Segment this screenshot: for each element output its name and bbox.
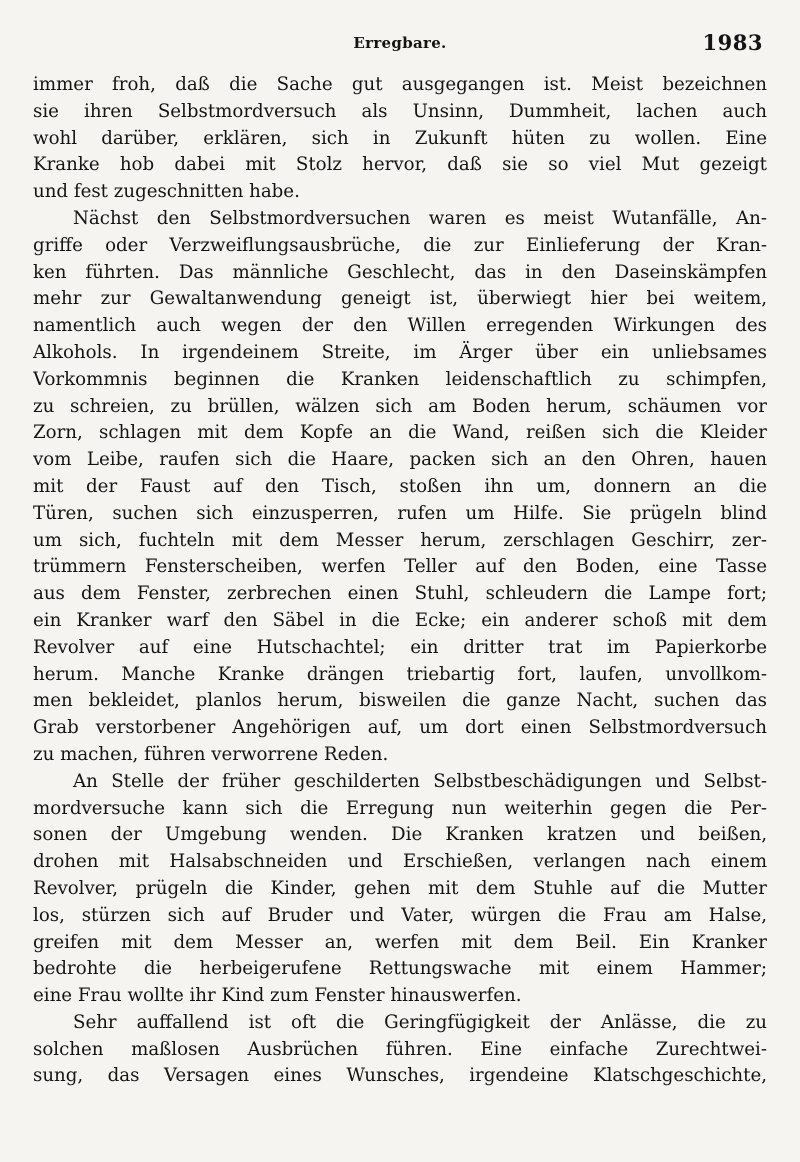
book-page <box>33 30 767 1090</box>
text-line: solchen maßlosen Ausbrüchen führen. Eine einfache Zurechtwei- <box>33 1038 767 1060</box>
text-line: los, stürzen sich auf Bruder und Vater, würgen die Frau am Halse, <box>33 904 767 926</box>
text-line: immer froh, daß die Sache gut ausgegangen ist. Meist bezeichnen <box>33 74 767 95</box>
text-line: namentlich auch wegen der den Willen erregenden Wirkungen des <box>33 315 767 337</box>
text-line: eine Frau wollte ihr Kind zum Fenster hinauswerfen. <box>33 985 522 1007</box>
text-line: vom Leibe, raufen sich die Haare, packen sich an den Ohren, hauen <box>33 449 767 471</box>
text-line: und fest zugeschnitten habe. <box>33 181 300 203</box>
text-line: herum. Manche Kranke drängen triebartig fort, laufen, unvollkom- <box>33 663 767 685</box>
text-line: Alkohols. In irgendeinem Streite, im Ärger über ein unliebsames <box>33 341 767 363</box>
paragraph <box>33 72 767 206</box>
text-line: zu schreien, zu brüllen, wälzen sich am Boden herum, schäumen vor <box>33 395 767 417</box>
text-line: zu machen, führen verworrene Reden. <box>33 743 389 765</box>
page-number: 1983 <box>702 30 763 55</box>
text-line: um sich, fuchteln mit dem Messer herum, zerschlagen Geschirr, zer- <box>33 529 767 551</box>
text-line: Zorn, schlagen mit dem Kopfe an die Wand, reißen sich die Kleider <box>33 422 767 444</box>
text-line: men bekleidet, planlos herum, bisweilen die ganze Nacht, suchen das <box>33 690 767 712</box>
text-line: Nächst den Selbstmordversuchen waren es meist Wutanfälle, An- <box>73 207 767 229</box>
text-line: trümmern Fensterscheiben, werfen Teller auf den Boden, eine Tasse <box>33 556 767 578</box>
text-line: Grab verstorbener Angehörigen auf, um dort einen Selbstmordversuch <box>33 717 767 739</box>
text-line: Kranke hob dabei mit Stolz hervor, daß sie so viel Mut gezeigt <box>33 154 767 176</box>
text-line: Vorkommnis beginnen die Kranken leidenschaftlich zu schimpfen, <box>33 368 767 390</box>
text-line: An Stelle der früher geschilderten Selbstbeschädigungen und Selbst- <box>73 770 767 792</box>
text-line: Revolver auf eine Hutschachtel; ein dritter trat im Papierkorbe <box>33 636 767 658</box>
text-line: sonen der Umgebung wenden. Die Kranken kratzen und beißen, <box>33 824 767 846</box>
text-line: sung, das Versagen eines Wunsches, irgendeine Klatschgeschichte, <box>33 1065 767 1087</box>
running-title: Erregbare. <box>353 34 447 52</box>
text-line: ken führten. Das männliche Geschlecht, das in den Daseinskämpfen <box>33 261 767 283</box>
paragraph <box>33 1010 767 1090</box>
text-line: ein Kranker warf den Säbel in die Ecke; ein anderer schoß mit dem <box>33 609 767 631</box>
text-line: griffe oder Verzweiflungsausbrüche, die zur Einlieferung der Kran- <box>33 234 767 256</box>
text-line: mehr zur Gewaltanwendung geneigt ist, überwiegt hier bei weitem, <box>33 288 767 310</box>
body-text <box>33 72 767 1090</box>
text-line: Türen, suchen sich einzusperren, rufen um Hilfe. Sie prügeln blind <box>33 502 767 524</box>
text-line: bedrohte die herbeigerufene Rettungswache mit einem Hammer; <box>33 958 767 980</box>
paragraph <box>33 769 767 1010</box>
text-line: drohen mit Halsabschneiden und Erschießen, verlangen nach einem <box>33 851 767 873</box>
text-line: Sehr auffallend ist oft die Geringfügigkeit der Anlässe, die zu <box>73 1011 767 1033</box>
text-line: greifen mit dem Messer an, werfen mit dem Beil. Ein Kranker <box>33 931 767 953</box>
text-line: mit der Faust auf den Tisch, stoßen ihn um, donnern an die <box>33 475 767 497</box>
page-header <box>33 30 767 62</box>
text-line: mordversuche kann sich die Erregung nun weiterhin gegen die Per- <box>33 797 767 819</box>
text-line: wohl darüber, erklären, sich in Zukunft hüten zu wollen. Eine <box>33 127 767 149</box>
text-line: aus dem Fenster, zerbrechen einen Stuhl, schleudern die Lampe fort; <box>33 583 767 605</box>
paragraph <box>33 206 767 769</box>
text-line: sie ihren Selbstmordversuch als Unsinn, Dummheit, lachen auch <box>33 100 767 122</box>
text-line: Revolver, prügeln die Kinder, gehen mit dem Stuhle auf die Mutter <box>33 877 767 899</box>
